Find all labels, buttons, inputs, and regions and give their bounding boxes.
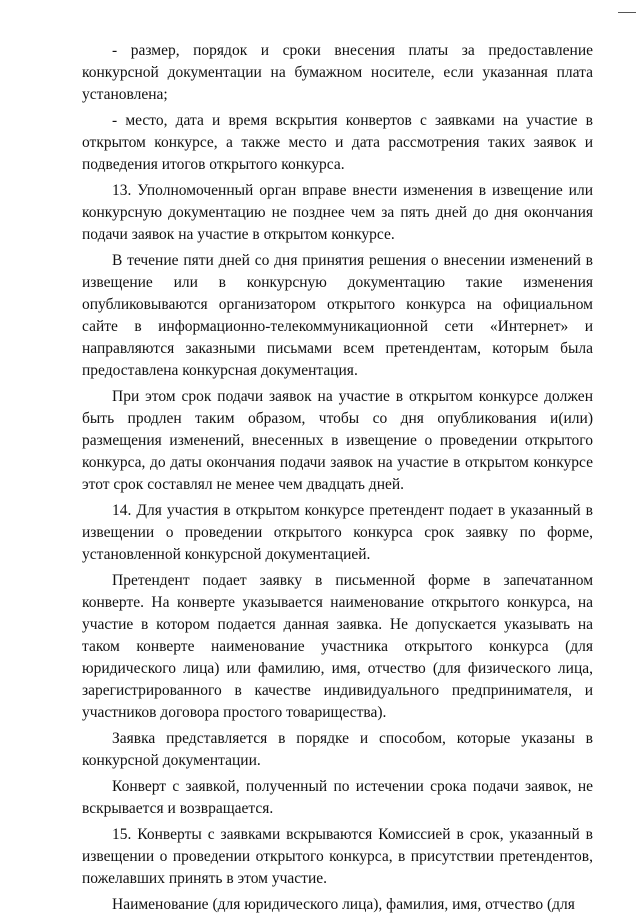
document-page — [82, 40, 593, 920]
paragraph-15-opening: 15. Конверты с заявками вскрываются Комиссией в срок, указанный в извещении о проведении открытого конкурса, в присутствии претендентов, пожелавших принять в этом участие. — [82, 826, 593, 887]
paragraph-submission-method: Заявка представляется в порядке и способом, которые указаны в конкурсной документации. — [82, 730, 593, 769]
paragraph-envelope-opening: - место, дата и время вскрытия конвертов с заявками на участие в открытом конкурсе, а также место и дата рассмотрения таких заявок и подведения итогов открытого конкурса. — [82, 112, 593, 173]
paragraph-13-amendments: 13. Уполномоченный орган вправе внести изменения в извещение или конкурсную документацию не позднее чем за пять дней до дня окончания подачи заявок на участие в открытом конкурсе. — [82, 182, 593, 243]
page-corner-rule — [618, 12, 636, 13]
paragraph-payment-terms: - размер, порядок и сроки внесения платы за предоставление конкурсной документации на бумажном носителе, если указанная плата установлена; — [82, 42, 593, 103]
paragraph-late-envelope: Конверт с заявкой, полученный по истечении срока подачи заявок, не вскрывается и возвращается. — [82, 778, 593, 817]
paragraph-naming-continued: Наименование (для юридического лица), фамилия, имя, отчество (для — [112, 896, 575, 913]
paragraph-14-participation: 14. Для участия в открытом конкурсе претендент подает в указанный в извещении о проведении открытого конкурса срок заявку по форме, установленной конкурсной документацией. — [82, 502, 593, 563]
paragraph-amendment-publication: В течение пяти дней со дня принятия решения о внесении изменений в извещение или в конкурсную документацию такие изменения опубликовываются организатором открытого конкурса на официальном сайте в информационно-телекоммуникационной сети «Интернет» и направляются заказными письмами всем претендентам, которым была предоставлена конкурсная документация. — [82, 252, 593, 379]
paragraph-deadline-extension: При этом срок подачи заявок на участие в открытом конкурсе должен быть продлен таким образом, чтобы со дня опубликования и(или) размещения изменений, внесенных в извещение о проведении открытого конкурса, до даты окончания подачи заявок на участие в открытом конкурсе этот срок составлял не менее чем двадцать дней. — [82, 388, 593, 493]
paragraph-sealed-envelope: Претендент подает заявку в письменной форме в запечатанном конверте. На конверте указывается наименование открытого конкурса, на участие в котором подается данная заявка. Не допускается указывать на таком конверте наименование участника открытого конкурса (для юридического лица) или фамилию, имя, отчество (для физического лица, зарегистрированного в качестве индивидуального предпринимателя, и участников договора простого товарищества). — [82, 572, 593, 721]
